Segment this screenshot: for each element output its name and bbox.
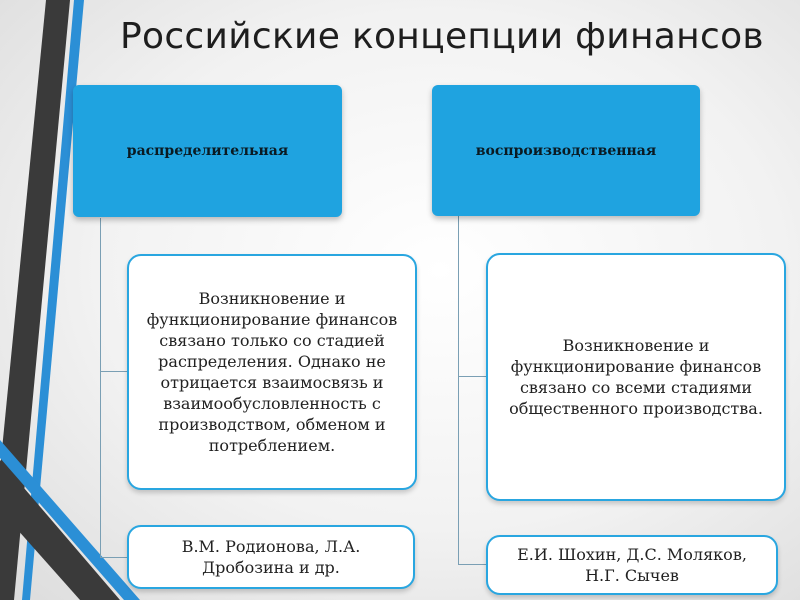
authors-reproductive bbox=[486, 535, 778, 595]
connector-right-description bbox=[458, 376, 488, 377]
heading-reproductive bbox=[432, 85, 700, 216]
heading-distributive-label: распределительная bbox=[126, 143, 289, 159]
authors-distributive-text: В.М. Родионова, Л.А. Дробозина и др. bbox=[181, 537, 361, 577]
description-distributive bbox=[127, 254, 417, 490]
description-reproductive-text: Возникновение и функционирование финансов связано со всеми стадиями общественного производства. bbox=[509, 336, 763, 418]
authors-reproductive-text: Е.И. Шохин, Д.С. Моляков, Н.Г. Сычев bbox=[517, 545, 747, 585]
description-distributive-text: Возникновение и функционирование финансов связано только со стадией распределения. Однако не отрицается взаимосвязь и взаимообусловленность с производством, обменом и потреблением. bbox=[146, 289, 398, 455]
dark-stripe-bottom bbox=[0, 460, 120, 600]
description-reproductive bbox=[486, 253, 786, 501]
connector-vertical-left bbox=[100, 218, 101, 558]
page-title: Российские концепции финансов bbox=[120, 16, 764, 57]
connector-left-authors bbox=[100, 557, 128, 558]
connector-vertical-right bbox=[458, 216, 459, 564]
heading-distributive bbox=[73, 85, 342, 217]
authors-distributive bbox=[127, 525, 415, 589]
heading-reproductive-label: воспроизводственная bbox=[475, 142, 657, 159]
connector-right-authors bbox=[458, 564, 488, 565]
connector-left-description bbox=[100, 371, 128, 372]
